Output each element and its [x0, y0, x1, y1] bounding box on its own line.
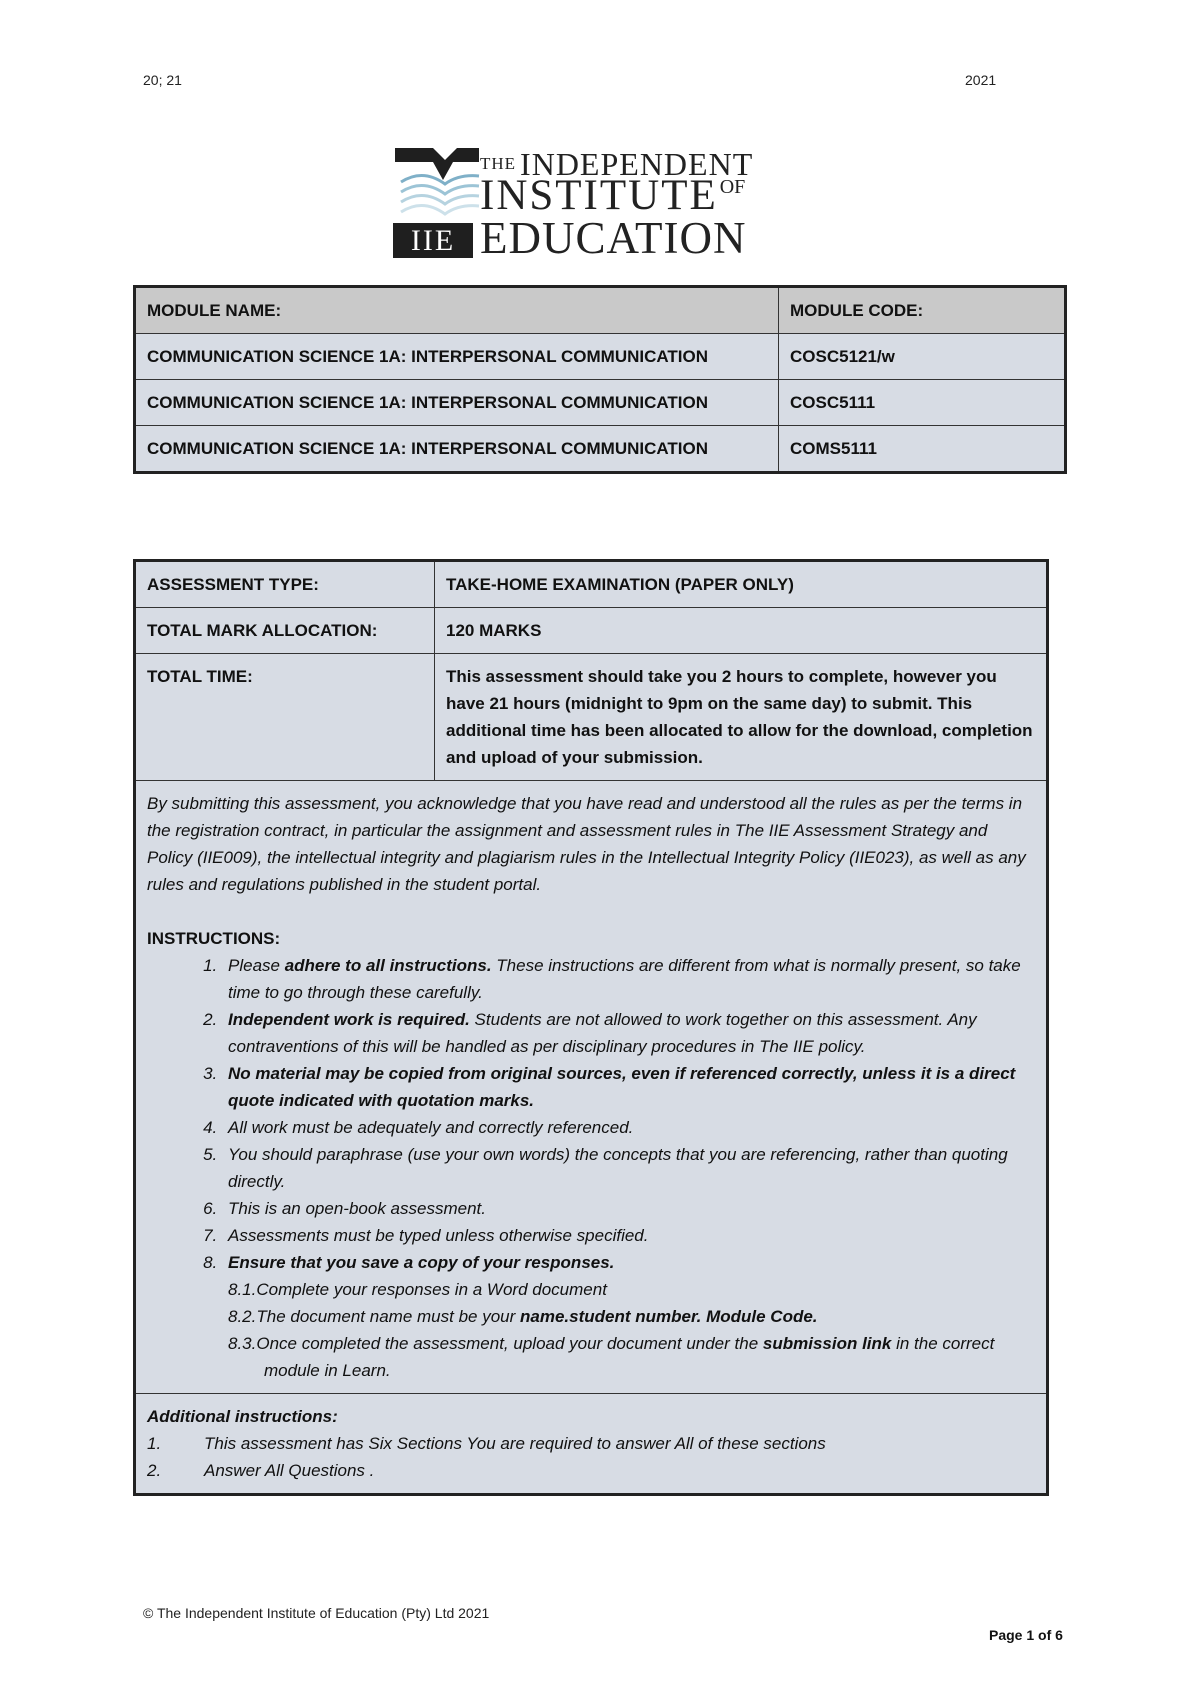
module-name-cell: COMMUNICATION SCIENCE 1A: INTERPERSONAL COMMUNICATION [135, 426, 779, 473]
logo-the: THE [480, 154, 517, 173]
assessment-table [133, 559, 1049, 1496]
sub-instruction-number: 8.3. [228, 1334, 257, 1353]
module-table [133, 285, 1067, 474]
additional-text: Answer All Questions . [204, 1461, 375, 1480]
instruction-text: All work must be adequately and correctly referenced. [228, 1118, 634, 1137]
assessment-type-label: ASSESSMENT TYPE: [135, 561, 435, 608]
sub-instruction-number: 8.2. [228, 1307, 257, 1326]
instructions-title: INSTRUCTIONS: [147, 929, 281, 948]
list-item [228, 1303, 1035, 1330]
additional-number: 1. [147, 1434, 162, 1453]
list-item [222, 1141, 1035, 1195]
instruction-emphasis: submission link [762, 1334, 892, 1353]
module-name-header: MODULE NAME: [135, 287, 779, 334]
instruction-emphasis: Ensure that you save a copy of your responses. [228, 1253, 615, 1272]
instruction-text: These instructions are different from what is normally present, so take time to go through these carefully. [228, 956, 1021, 1002]
module-code-header: MODULE CODE: [779, 287, 1066, 334]
additional-number: 2. [147, 1461, 162, 1480]
header-left-text: 20; 21 [143, 72, 182, 88]
table-row [135, 380, 1066, 426]
declaration-text: By submitting this assessment, you acknowledge that you have read and understood all the rules as per the terms in the registration contract, in particular the assignment and assessment rules in The IIE Assessment Strategy and Policy (IIE009), the intellectual integrity and plagiarism rules in the Intellectual Integrity Policy (IIE023), as well as any rules and regulations published in the student portal. [147, 794, 1026, 894]
list-item [222, 1195, 1035, 1222]
list-item [222, 1060, 1035, 1114]
list-item [147, 1430, 1035, 1457]
total-time-value: This assessment should take you 2 hours to complete, however you have 21 hours (midnight to 9pm on the same day) to submit. This additional time has been allocated to allow for the download, completion and upload of your submission. [435, 654, 1048, 781]
table-row [135, 334, 1066, 380]
book-emblem-icon [393, 146, 483, 226]
instruction-emphasis: adhere to all instructions. [284, 956, 492, 975]
instruction-text: in the correct module in Learn. [264, 1334, 995, 1380]
module-code-cell: COSC5121/w [779, 334, 1066, 380]
logo-institute: INSTITUTE [480, 172, 718, 219]
total-marks-value: 120 MARKS [435, 608, 1048, 654]
iie-logo [393, 144, 813, 262]
logo-education: EDUCATION [480, 213, 747, 263]
instruction-text: Complete your responses in a Word document [256, 1280, 607, 1299]
table-row [135, 426, 1066, 473]
list-item [228, 1276, 1035, 1303]
sub-instruction-number: 8.1. [228, 1280, 257, 1299]
list-item [222, 1249, 1035, 1384]
list-item [222, 1114, 1035, 1141]
list-item [228, 1330, 1035, 1384]
instruction-text: You should paraphrase (use your own words) the concepts that you are referencing, rather than quoting directly. [228, 1145, 1008, 1191]
page-number: Page 1 of 6 [989, 1627, 1063, 1643]
instruction-text: Assessments must be typed unless otherwise specified. [228, 1226, 649, 1245]
instruction-text: Students are not allowed to work together on this assessment. Any contraventions of this will be handled as per disciplinary procedures in The IIE policy. [228, 1010, 977, 1056]
instruction-emphasis: name.student number. Module Code. [520, 1307, 818, 1326]
additional-instructions-title: Additional instructions: [147, 1407, 338, 1426]
instructions-list [147, 952, 1035, 1384]
total-marks-label: TOTAL MARK ALLOCATION: [135, 608, 435, 654]
copyright-footer: © The Independent Institute of Education (Pty) Ltd 2021 [143, 1605, 490, 1621]
list-item [222, 1006, 1035, 1060]
assessment-type-value: TAKE-HOME EXAMINATION (PAPER ONLY) [435, 561, 1048, 608]
additional-instructions-cell [135, 1394, 1048, 1495]
logo-of: OF [719, 176, 746, 198]
instruction-emphasis: No material may be copied from original sources, even if referenced correctly, unless it is a direct quote indicated with quotation marks. [228, 1064, 1016, 1110]
instruction-text: Please [228, 956, 285, 975]
instructions-cell [135, 781, 1048, 1394]
module-code-cell: COMS5111 [779, 426, 1066, 473]
sub-instructions-list [228, 1276, 1035, 1384]
logo-independent: INDEPENDENT [520, 146, 754, 182]
module-name-cell: COMMUNICATION SCIENCE 1A: INTERPERSONAL COMMUNICATION [135, 380, 779, 426]
iie-badge: IIE [393, 223, 473, 258]
module-code-cell: COSC5111 [779, 380, 1066, 426]
instruction-text: Once completed the assessment, upload your document under the [256, 1334, 763, 1353]
total-time-label: TOTAL TIME: [135, 654, 435, 781]
list-item [222, 952, 1035, 1006]
header-right-year: 2021 [965, 72, 997, 88]
list-item [147, 1457, 1035, 1484]
instruction-emphasis: Independent work is required. [228, 1010, 470, 1029]
module-name-cell: COMMUNICATION SCIENCE 1A: INTERPERSONAL COMMUNICATION [135, 334, 779, 380]
additional-instructions-list [147, 1430, 1035, 1484]
instruction-text: This is an open-book assessment. [228, 1199, 486, 1218]
list-item [222, 1222, 1035, 1249]
additional-text: This assessment has Six Sections You are required to answer All of these sections [204, 1434, 826, 1453]
instruction-text: The document name must be your [256, 1307, 520, 1326]
